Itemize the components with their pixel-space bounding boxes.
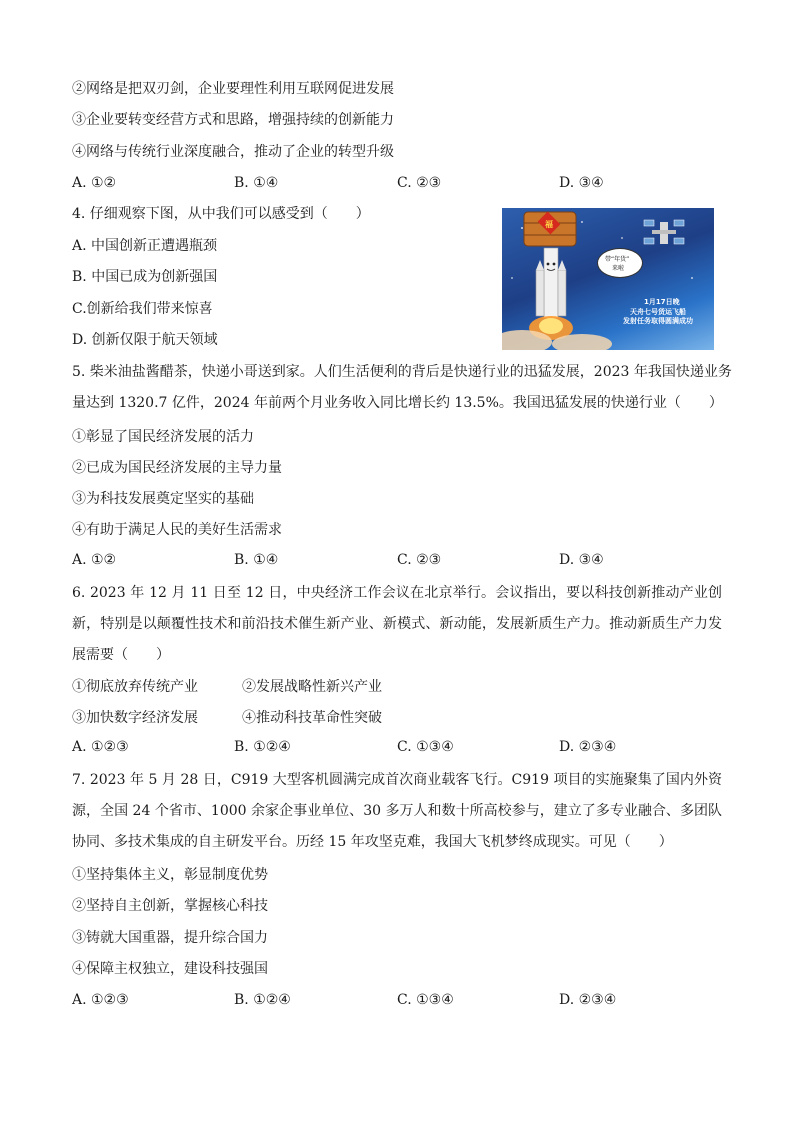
q3-item-2: ②网络是把双刃剑，企业要理性利用互联网促进发展 [72, 81, 394, 97]
q5-item-2: ②已成为国民经济发展的主导力量 [72, 460, 282, 476]
q6-option-a[interactable]: A. ①②③ [72, 739, 129, 755]
q3-option-d[interactable]: D. ③④ [559, 175, 604, 191]
q6-stem: 6. 2023 年 12 月 11 日至 12 日，中央经济工作会议在北京举行。会议指出，要以科技创新推动产业创新，特别是以颠覆性技术和前沿技术催生新产业、新模式、新动能，发展新质生产力。推动新质生产力发展需要（ ） [72, 585, 722, 663]
space-station-icon [644, 220, 684, 244]
q3-item-4: ④网络与传统行业深度融合，推动了企业的转型升级 [72, 144, 394, 160]
q6-option-b[interactable]: B. ①②④ [234, 739, 291, 755]
q5-item-1: ①彰显了国民经济发展的活力 [72, 429, 254, 445]
q6-option-d[interactable]: D. ②③④ [559, 739, 617, 755]
q3-options [72, 173, 722, 193]
q3-option-a[interactable]: A. ①② [72, 175, 117, 191]
exam-page [72, 0, 732, 1123]
q6-items-row-1 [72, 677, 722, 697]
q5-option-d[interactable]: D. ③④ [559, 552, 604, 568]
q6-item-1: ①彻底放弃传统产业 [72, 679, 198, 695]
launch-flame-icon [502, 316, 612, 350]
q7-item-4: ④保障主权独立，建设科技强国 [72, 961, 268, 977]
q5-item-3: ③为科技发展奠定坚实的基础 [72, 491, 254, 507]
q3-option-c[interactable]: C. ②③ [397, 175, 442, 191]
speech-bubble-line-2: 来啦 [612, 265, 625, 272]
q5-stem-line-1: 5. 柴米油盐酱醋茶，快递小哥送到家。人们生活便利的背后是快递行业的迅猛发展，2023 年我国快递业务 [72, 364, 732, 380]
q4-option-a[interactable]: A. 中国创新正遭遇瓶颈 [72, 238, 218, 254]
q3-option-b[interactable]: B. ①④ [234, 175, 279, 191]
q6-options [72, 737, 722, 757]
q5-item-4: ④有助于满足人民的美好生活需求 [72, 522, 282, 538]
image-caption-line-1: 1月17日晚 [644, 298, 680, 306]
q7-item-1: ①坚持集体主义，彰显制度优势 [72, 867, 268, 883]
q6-item-4: ④推动科技革命性突破 [242, 710, 382, 726]
fu-character-label: 福 [545, 220, 553, 229]
q5-option-c[interactable]: C. ②③ [397, 552, 442, 568]
speech-bubble-line-1: 带“年货” [605, 256, 630, 263]
q5-stem-line-2: 量达到 1320.7 亿件，2024 年前两个月业务收入同比增长约 13.5%。我国迅猛发展的快递行业（ ） [72, 395, 723, 411]
q5-option-b[interactable]: B. ①④ [234, 552, 279, 568]
rocket-icon [536, 248, 566, 318]
rocket-illustration [502, 208, 714, 350]
q4-option-b[interactable]: B. 中国已成为创新强国 [72, 269, 218, 285]
q5-option-a[interactable]: A. ①② [72, 552, 117, 568]
q4-cartoon-image [502, 208, 714, 350]
q7-option-c[interactable]: C. ①③④ [397, 992, 454, 1008]
q4-option-d[interactable]: D. 创新仅限于航天领域 [72, 332, 218, 348]
q7-options [72, 990, 722, 1010]
q7-option-b[interactable]: B. ①②④ [234, 992, 291, 1008]
q4-option-c[interactable]: C.创新给我们带来惊喜 [72, 301, 213, 317]
q6-item-3: ③加快数字经济发展 [72, 710, 198, 726]
q7-option-d[interactable]: D. ②③④ [559, 992, 617, 1008]
q7-option-a[interactable]: A. ①②③ [72, 992, 129, 1008]
image-caption-line-2: 天舟七号货运飞船 [630, 308, 686, 316]
q7-item-2: ②坚持自主创新，掌握核心科技 [72, 898, 268, 914]
q6-item-2: ②发展战略性新兴产业 [242, 679, 382, 695]
q4-stem: 4. 仔细观察下图，从中我们可以感受到（ ） [72, 206, 370, 222]
q7-item-3: ③铸就大国重器，提升综合国力 [72, 930, 268, 946]
image-caption-line-3: 发射任务取得圆满成功 [623, 317, 693, 325]
q3-item-3: ③企业要转变经营方式和思路，增强持续的创新能力 [72, 112, 394, 128]
q6-items-row-2 [72, 708, 722, 728]
q5-options [72, 550, 722, 570]
q7-stem: 7. 2023 年 5 月 28 日，C919 大型客机圆满完成首次商业载客飞行。C919 项目的实施聚集了国内外资源，全国 24 个省市、1000 余家企事业单位、30 多万人和数十所高校参与，建立了多专业融合、多团队协同、多技术集成的自主研发平台。历经 15 年攻坚克难，我国大飞机梦终成现实。可见（ ） [72, 772, 722, 850]
q6-option-c[interactable]: C. ①③④ [397, 739, 454, 755]
